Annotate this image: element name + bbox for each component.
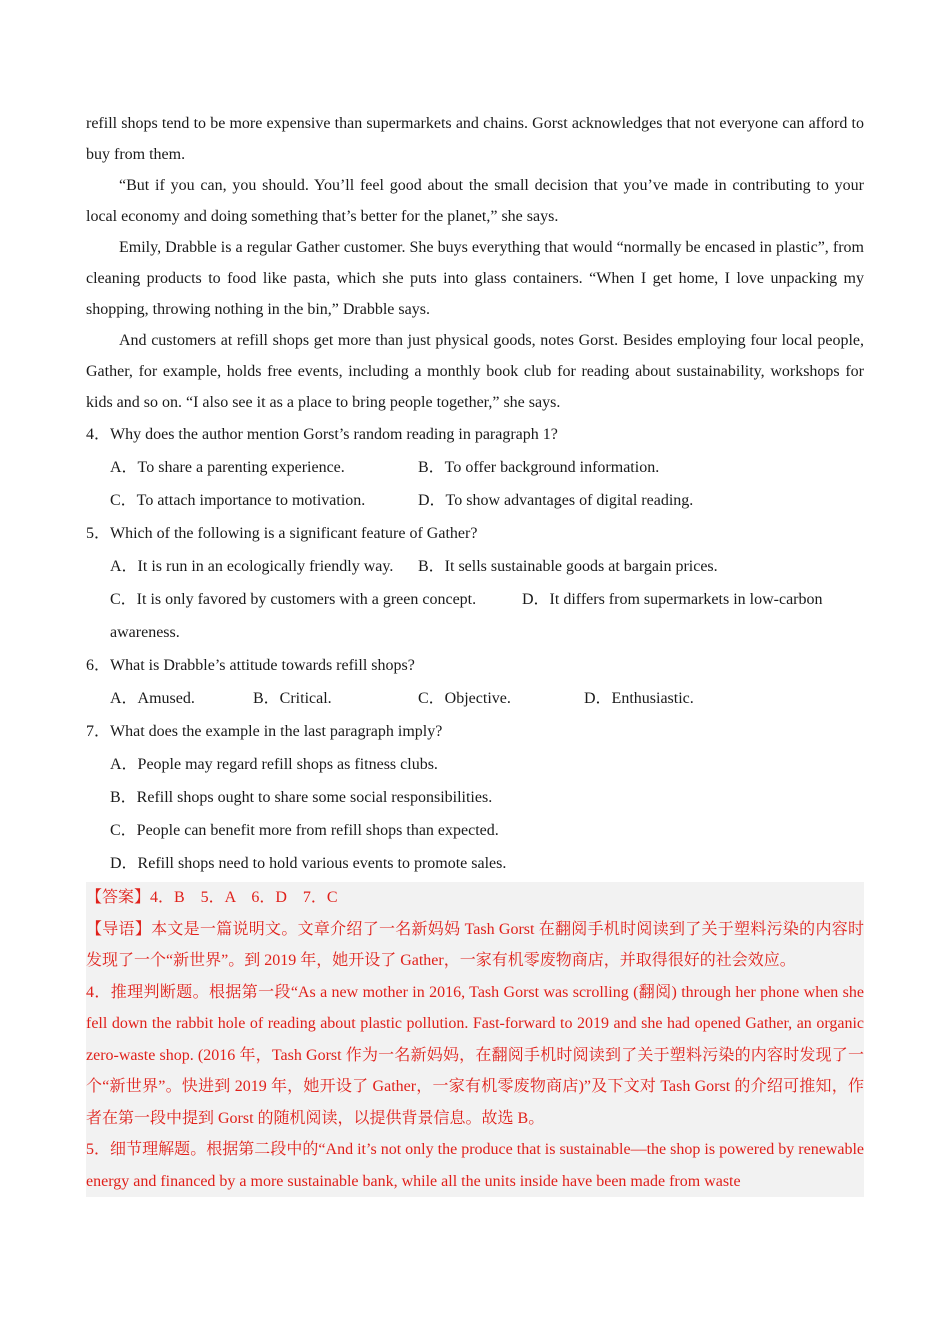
option: A．Amused. <box>110 690 195 707</box>
option-row <box>86 451 864 484</box>
option-continuation: awareness. <box>110 624 180 641</box>
answer-intro: 【导语】本文是一篇说明文。文章介绍了一名新妈妈 Tash Gorst 在翻阅手机时阅读到了关于塑料污染的内容时发现了一个“新世界”。到 2019 年，她开设了 Gather，一家有机零废物商店，并取得很好的社会效应。 <box>86 920 864 969</box>
answer-key: 【答案】4．B 5．A 6．D 7．C <box>86 889 338 906</box>
option: C．It is only favored by customers with a green concept. <box>110 591 477 608</box>
option: C．Objective. <box>418 690 511 707</box>
option: C．People can benefit more from refill shops than expected. <box>110 822 499 839</box>
passage-paragraph: Emily, Drabble is a regular Gather customer. She buys everything that would “normally be encased in plastic”, from cleaning products to food like pasta, which she puts into glass containers. “When I get home, I love unpacking my shopping, throwing nothing in the bin,” Drabble says. <box>86 239 864 318</box>
answer-explanation-q4: 4．推理判断题。根据第一段“As a new mother in 2016, Tash Gorst was scrolling (翻阅) through her phone when she fell down the rabbit hole of reading about plastic pollution. Fast-forward to 2019 and she had opened Gather, an organic zero-waste shop. (2016 年，Tash Gorst 作为一名新妈妈，在翻阅手机时阅读到了关于塑料污染的内容时发现了一个“新世界”。快进到 2019 年，她开设了 Gather，一家有机零废物商店)”及下文对 Tash Gorst 的介绍可推知，作者在第一段中提到 Gorst 的随机阅读，以提供背景信息。故选 B。 <box>86 983 864 1127</box>
option: A．To share a parenting experience. <box>110 459 345 476</box>
option: B．Critical. <box>253 690 332 707</box>
option: B．It sells sustainable goods at bargain prices. <box>418 558 718 575</box>
option-row <box>86 550 864 583</box>
option: B．Refill shops ought to share some social responsibilities. <box>110 789 493 806</box>
passage-paragraph: refill shops tend to be more expensive than supermarkets and chains. Gorst acknowledges that not everyone can afford to buy from them. <box>86 115 864 163</box>
question-stem: 5．Which of the following is a significant feature of Gather? <box>86 525 478 542</box>
passage-paragraph: And customers at refill shops get more than just physical goods, notes Gorst. Besides employing four local people, Gather, for example, holds free events, including a monthly book club for reading about sustainability, workshops for kids and so on. “I also see it as a place to bring people together,” she says. <box>86 332 864 411</box>
option: B．To offer background information. <box>418 459 660 476</box>
passage-paragraph: “But if you can, you should. You’ll feel good about the small decision that you’ve made in contributing to your local economy and doing something that’s better for the planet,” she says. <box>86 177 864 225</box>
option: D．It differs from supermarkets in low-carbon <box>522 591 823 608</box>
option-row <box>86 583 864 616</box>
answer-explanation-box <box>86 882 864 1197</box>
option: D．Refill shops need to hold various events to promote sales. <box>110 855 507 872</box>
option: C．To attach importance to motivation. <box>110 492 366 509</box>
option-row <box>86 682 864 715</box>
answer-explanation-q5: 5．细节理解题。根据第二段中的“And it’s not only the produce that is sustainable—the shop is powered by renewable energy and financed by a more sustainable bank, while all the units inside have been made from waste <box>86 1141 864 1190</box>
question-stem: 6．What is Drabble’s attitude towards refill shops? <box>86 657 415 674</box>
option-row <box>86 484 864 517</box>
question-stem: 7．What does the example in the last paragraph imply? <box>86 723 443 740</box>
document-page <box>86 108 864 1197</box>
option: A．People may regard refill shops as fitness clubs. <box>110 756 438 773</box>
question-stem: 4．Why does the author mention Gorst’s random reading in paragraph 1? <box>86 426 558 443</box>
option: D．Enthusiastic. <box>584 690 694 707</box>
option: A．It is run in an ecologically friendly way. <box>110 558 394 575</box>
option: D．To show advantages of digital reading. <box>418 492 694 509</box>
